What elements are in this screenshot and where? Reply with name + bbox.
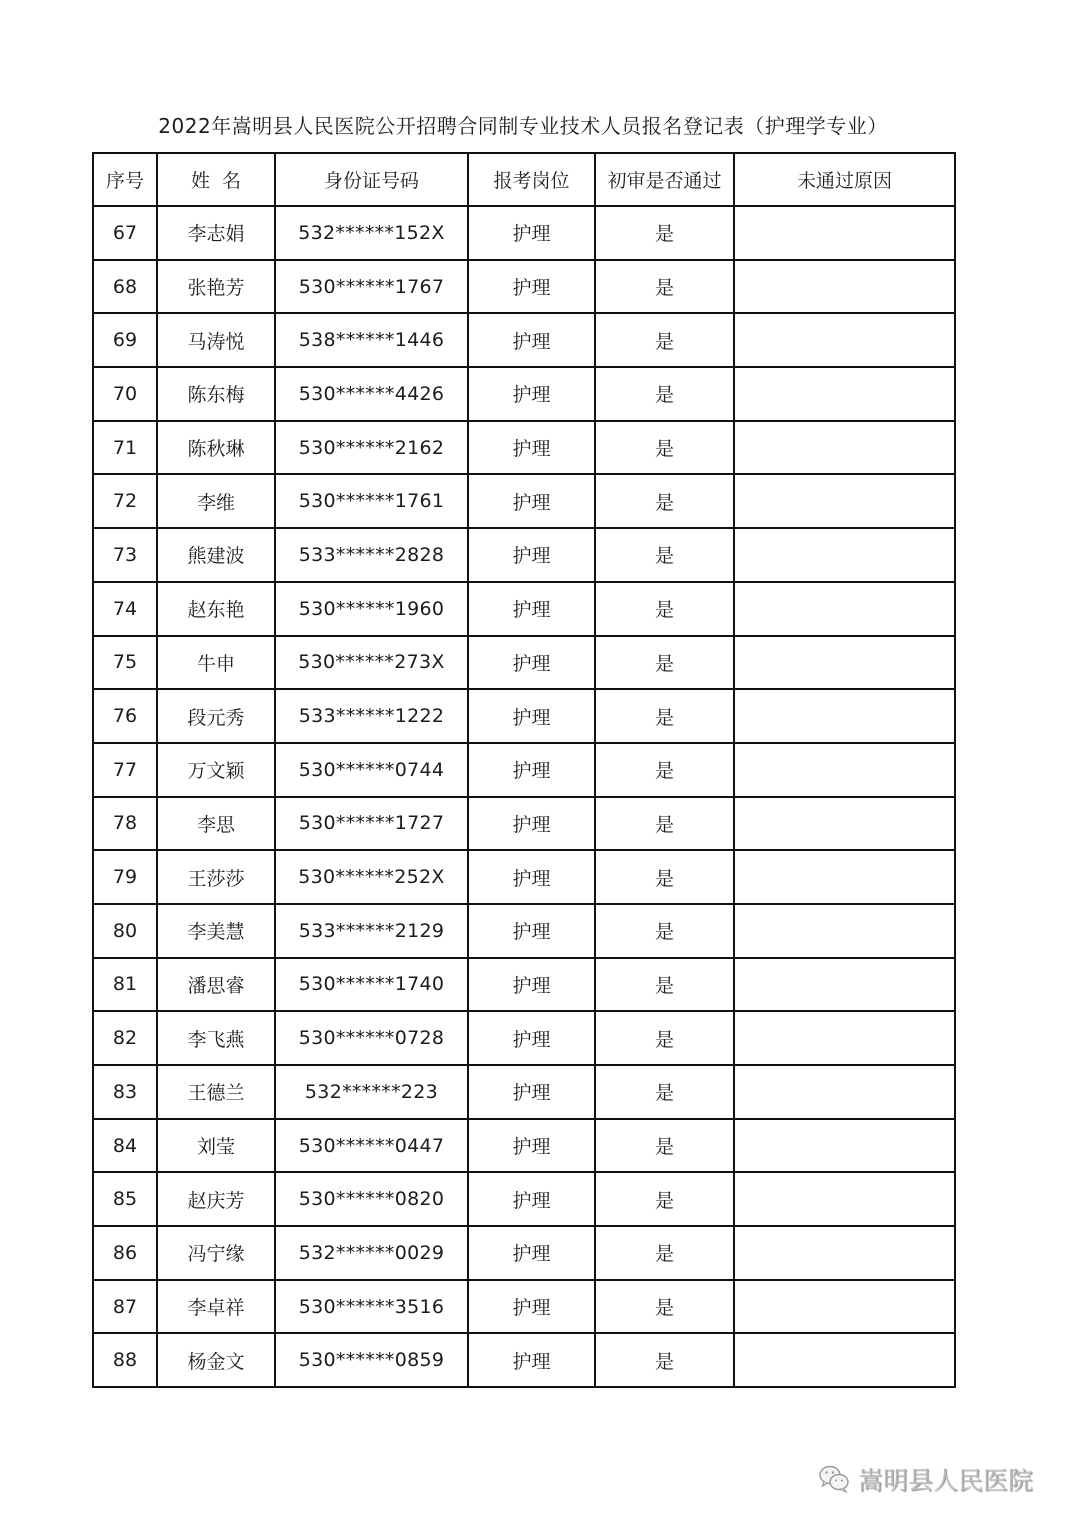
table-row	[93, 313, 955, 367]
row-no: 78	[93, 797, 157, 851]
row-reason	[734, 260, 955, 314]
row-id-number: 530******252X	[275, 850, 468, 904]
row-id-number: 530******273X	[275, 636, 468, 690]
row-reason	[734, 958, 955, 1012]
table-row	[93, 797, 955, 851]
row-post: 护理	[468, 1011, 595, 1065]
row-name: 陈秋琳	[157, 421, 275, 475]
row-name: 赵东艳	[157, 582, 275, 636]
row-name: 陈东梅	[157, 367, 275, 421]
header-id: 身份证号码	[275, 153, 468, 206]
row-no: 80	[93, 904, 157, 958]
row-id-number: 532******152X	[275, 206, 468, 260]
row-name: 李美慧	[157, 904, 275, 958]
row-post: 护理	[468, 904, 595, 958]
row-id-number: 530******0744	[275, 743, 468, 797]
row-reason	[734, 797, 955, 851]
row-passed: 是	[595, 1119, 734, 1173]
row-post: 护理	[468, 850, 595, 904]
row-no: 72	[93, 474, 157, 528]
row-passed: 是	[595, 1280, 734, 1334]
row-passed: 是	[595, 1172, 734, 1226]
row-id-number: 530******1740	[275, 958, 468, 1012]
watermark-text: 嵩明县人民医院	[858, 1466, 1034, 1495]
table-row	[93, 1280, 955, 1334]
header-name: 姓 名	[157, 153, 275, 206]
row-post: 护理	[468, 797, 595, 851]
table-row	[93, 1119, 955, 1173]
row-passed: 是	[595, 528, 734, 582]
row-post: 护理	[468, 958, 595, 1012]
watermark	[818, 1462, 1033, 1496]
row-id-number: 533******2129	[275, 904, 468, 958]
row-id-number: 530******0820	[275, 1172, 468, 1226]
row-no: 87	[93, 1280, 157, 1334]
row-no: 88	[93, 1333, 157, 1387]
row-name: 李志娟	[157, 206, 275, 260]
document-title: 2022年嵩明县人民医院公开招聘合同制专业技术人员报名登记表（护理学专业）	[158, 114, 888, 138]
row-name: 杨金文	[157, 1333, 275, 1387]
row-no: 81	[93, 958, 157, 1012]
row-name: 冯宁缘	[157, 1226, 275, 1280]
row-passed: 是	[595, 636, 734, 690]
row-no: 74	[93, 582, 157, 636]
row-post: 护理	[468, 689, 595, 743]
row-name: 熊建波	[157, 528, 275, 582]
row-passed: 是	[595, 313, 734, 367]
row-passed: 是	[595, 1333, 734, 1387]
table-row	[93, 474, 955, 528]
row-name: 刘莹	[157, 1119, 275, 1173]
row-post: 护理	[468, 1119, 595, 1173]
row-post: 护理	[468, 313, 595, 367]
row-post: 护理	[468, 367, 595, 421]
row-name: 王莎莎	[157, 850, 275, 904]
row-post: 护理	[468, 1333, 595, 1387]
row-reason	[734, 1172, 955, 1226]
table-row	[93, 206, 955, 260]
row-id-number: 530******1767	[275, 260, 468, 314]
header-reason: 未通过原因	[734, 153, 955, 206]
row-no: 73	[93, 528, 157, 582]
row-name: 赵庆芳	[157, 1172, 275, 1226]
row-post: 护理	[468, 474, 595, 528]
row-reason	[734, 1280, 955, 1334]
row-id-number: 532******223	[275, 1065, 468, 1119]
row-post: 护理	[468, 260, 595, 314]
row-reason	[734, 850, 955, 904]
row-id-number: 538******1446	[275, 313, 468, 367]
table-row	[93, 582, 955, 636]
row-id-number: 532******0029	[275, 1226, 468, 1280]
row-reason	[734, 313, 955, 367]
row-id-number: 530******1727	[275, 797, 468, 851]
row-passed: 是	[595, 206, 734, 260]
row-passed: 是	[595, 743, 734, 797]
row-name: 段元秀	[157, 689, 275, 743]
row-name: 万文颖	[157, 743, 275, 797]
row-id-number: 530******4426	[275, 367, 468, 421]
row-post: 护理	[468, 206, 595, 260]
row-reason	[734, 743, 955, 797]
table-row	[93, 1011, 955, 1065]
row-no: 71	[93, 421, 157, 475]
header-passed: 初审是否通过	[595, 153, 734, 206]
registration-table	[92, 152, 956, 1388]
row-passed: 是	[595, 367, 734, 421]
row-reason	[734, 1226, 955, 1280]
row-passed: 是	[595, 797, 734, 851]
row-reason	[734, 528, 955, 582]
row-post: 护理	[468, 1226, 595, 1280]
table-row	[93, 421, 955, 475]
row-post: 护理	[468, 636, 595, 690]
row-no: 84	[93, 1119, 157, 1173]
row-id-number: 530******3516	[275, 1280, 468, 1334]
row-no: 85	[93, 1172, 157, 1226]
row-reason	[734, 904, 955, 958]
table-row	[93, 689, 955, 743]
table-row	[93, 1172, 955, 1226]
row-no: 79	[93, 850, 157, 904]
table-row	[93, 260, 955, 314]
table-row	[93, 850, 955, 904]
row-id-number: 530******0728	[275, 1011, 468, 1065]
row-passed: 是	[595, 260, 734, 314]
row-no: 86	[93, 1226, 157, 1280]
table-row	[93, 1333, 955, 1387]
row-passed: 是	[595, 421, 734, 475]
row-passed: 是	[595, 582, 734, 636]
table-row	[93, 1226, 955, 1280]
row-post: 护理	[468, 1065, 595, 1119]
row-name: 李卓祥	[157, 1280, 275, 1334]
row-passed: 是	[595, 1011, 734, 1065]
row-passed: 是	[595, 850, 734, 904]
table-header-row	[93, 153, 955, 206]
row-name: 李维	[157, 474, 275, 528]
row-name: 张艳芳	[157, 260, 275, 314]
row-no: 67	[93, 206, 157, 260]
row-reason	[734, 636, 955, 690]
row-reason	[734, 421, 955, 475]
row-reason	[734, 206, 955, 260]
row-post: 护理	[468, 1172, 595, 1226]
row-name: 王德兰	[157, 1065, 275, 1119]
row-reason	[734, 1333, 955, 1387]
row-post: 护理	[468, 743, 595, 797]
row-reason	[734, 474, 955, 528]
wechat-icon	[818, 1464, 852, 1494]
row-no: 70	[93, 367, 157, 421]
row-passed: 是	[595, 474, 734, 528]
header-no: 序号	[93, 153, 157, 206]
row-no: 77	[93, 743, 157, 797]
row-no: 68	[93, 260, 157, 314]
table-row	[93, 367, 955, 421]
row-post: 护理	[468, 1280, 595, 1334]
row-reason	[734, 367, 955, 421]
row-passed: 是	[595, 689, 734, 743]
row-passed: 是	[595, 1065, 734, 1119]
row-reason	[734, 1119, 955, 1173]
table-row	[93, 743, 955, 797]
row-no: 75	[93, 636, 157, 690]
row-no: 83	[93, 1065, 157, 1119]
row-id-number: 530******2162	[275, 421, 468, 475]
table-row	[93, 528, 955, 582]
table-row	[93, 636, 955, 690]
row-passed: 是	[595, 1226, 734, 1280]
table-row	[93, 958, 955, 1012]
row-name: 李思	[157, 797, 275, 851]
row-name: 李飞燕	[157, 1011, 275, 1065]
row-id-number: 530******1761	[275, 474, 468, 528]
row-id-number: 533******2828	[275, 528, 468, 582]
row-post: 护理	[468, 528, 595, 582]
row-name: 牛申	[157, 636, 275, 690]
row-name: 潘思睿	[157, 958, 275, 1012]
row-reason	[734, 689, 955, 743]
row-id-number: 530******1960	[275, 582, 468, 636]
row-name: 马涛悦	[157, 313, 275, 367]
row-id-number: 530******0859	[275, 1333, 468, 1387]
row-no: 69	[93, 313, 157, 367]
row-reason	[734, 1065, 955, 1119]
row-no: 76	[93, 689, 157, 743]
row-passed: 是	[595, 904, 734, 958]
row-id-number: 533******1222	[275, 689, 468, 743]
table-row	[93, 1065, 955, 1119]
row-no: 82	[93, 1011, 157, 1065]
row-reason	[734, 582, 955, 636]
row-reason	[734, 1011, 955, 1065]
row-passed: 是	[595, 958, 734, 1012]
row-post: 护理	[468, 421, 595, 475]
row-post: 护理	[468, 582, 595, 636]
table-row	[93, 904, 955, 958]
row-id-number: 530******0447	[275, 1119, 468, 1173]
header-post: 报考岗位	[468, 153, 595, 206]
